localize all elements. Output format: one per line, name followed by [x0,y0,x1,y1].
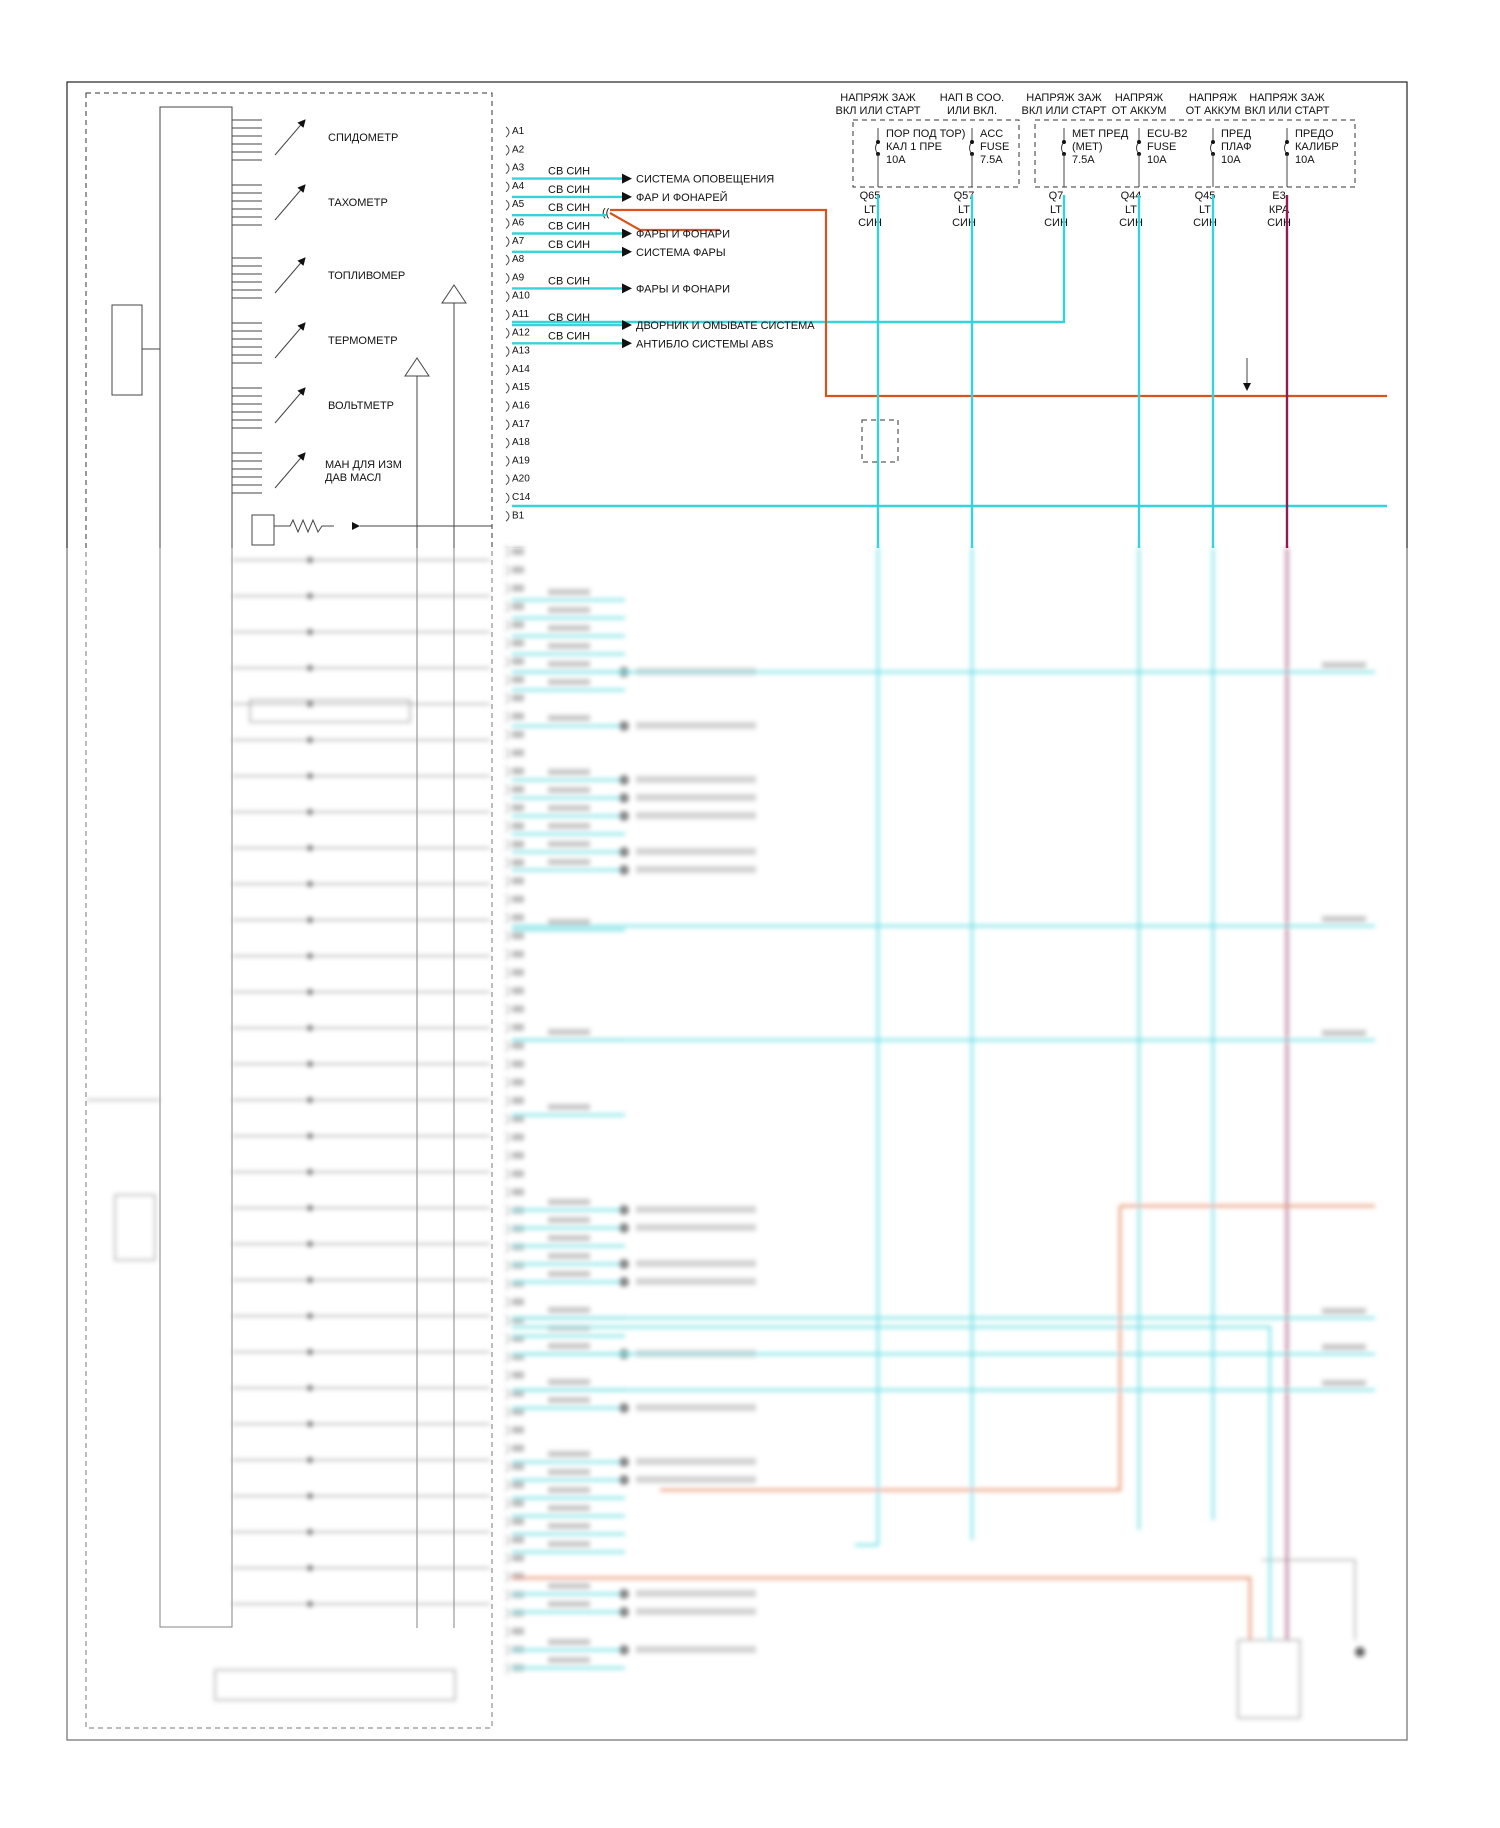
voltmeter-needle-icon [275,388,305,423]
oil-pressure-gauge-label-2: ДАВ МАСЛ [325,472,382,484]
circuit-A7 [512,239,726,259]
circuit-A4-dest: ФАР И ФОНАРЕЙ [636,191,728,204]
circuit-A4-wire: СВ СИН [548,183,591,196]
splice-connector-18 [862,420,898,462]
pin-A2-connector [506,145,509,155]
fuse-Q57-wire-1: LT [957,204,971,216]
circuit-A11-dest: ДВОРНИК И ОМЫВАТЕ СИСТЕМА [636,320,815,332]
pin-B1-connector [506,511,509,521]
circuit-A6-wire: СВ СИН [548,220,591,233]
fuse-Q7-line-1: МЕТ ПРЕД [1072,128,1129,140]
fuel-gauge [232,258,405,298]
fuse-Q45-line-3: 10A [1221,154,1241,166]
fuse-Q57-wire-2: СИН [952,217,976,229]
hi-circuit [252,515,492,545]
pin-A18-connector [506,438,509,448]
pin-A20-label: A20 [512,473,530,485]
speedometer [232,120,398,160]
pin-A17-connector [506,420,509,430]
arrow-icon [622,283,632,293]
fuse-E3-wire-1: КРА [1268,204,1290,216]
pin-A8-connector [506,255,509,265]
fuse-Q65-line-2: КАЛ 1 ПРЕ [886,141,943,153]
fuse-Q45-line-2: ПЛАФ [1221,141,1252,153]
arrow-icon [622,192,632,202]
pin-A6-label: A6 [512,217,525,229]
fuse-Q44-wire-2: СИН [1119,217,1143,229]
fuse-Q44-wire-1: LT [1124,204,1138,216]
instrument-cluster-box [86,93,492,1728]
circuit-A11 [512,312,815,332]
diode-icon [352,522,360,530]
pin-A19-label: A19 [512,455,530,467]
power-header-6-line-1: НАПРЯЖ ЗАЖ [1249,92,1325,104]
oil-pressure-gauge-needle-icon [275,453,305,488]
fuse-Q44-line-2: FUSE [1147,141,1177,153]
pin-A12-connector [506,328,509,338]
fuse-Q7-wire-2: СИН [1044,217,1068,229]
oil-pressure-gauge-label: МАН ДЛЯ ИЗМ [325,459,402,471]
pin-C14-connector [506,493,509,503]
arrow-icon [622,229,632,239]
voltmeter [232,388,394,428]
circuit-A7-wire: СВ СИН [548,238,591,251]
pin-A16-connector [506,402,509,412]
triangle-marker-b [405,358,429,376]
circuits [512,166,815,351]
fuse-Q65-terminal: Q65 [859,190,881,202]
fuse-Q65-wire-1: LT [863,204,877,216]
lower-diagram-blurred [86,547,1375,1718]
fuse-Q45-line-1: ПРЕД [1221,128,1252,140]
fuse-Q65-line-1: ПОР ПОД ТОР) [886,128,966,140]
fuse-Q57-terminal: Q57 [953,190,975,202]
pin-A12-label: A12 [512,327,530,339]
pin-A7-label: A7 [512,235,525,247]
pin-A16-label: A16 [512,400,530,412]
power-header-3-line-1: НАПРЯЖ ЗАЖ [1026,92,1102,104]
pin-A15-label: A15 [512,382,530,394]
circuit-A9-wire: СВ СИН [548,275,591,288]
fuse-E3-terminal: E3 [1272,190,1286,202]
circuit-A12 [512,330,773,350]
tachometer [232,185,388,225]
pin-A10-label: A10 [512,290,530,302]
power-header-4-line-2: ОТ АККУМ [1111,105,1167,117]
pin-A19-connector [506,456,509,466]
pin-A9-connector [506,273,509,283]
triangle-marker-a [442,285,466,303]
fuse-Q57 [952,128,1009,229]
a5-branch [602,207,610,219]
power-header-5-line-1: НАПРЯЖ [1188,92,1238,104]
pin-A1-connector [506,127,509,137]
fuel-gauge-needle-icon [275,258,305,293]
tachometer-label: ТАХОМЕТР [328,197,388,209]
buzzer [112,305,160,395]
pin-A10-connector [506,292,509,302]
pin-A14-connector [506,365,509,375]
power-header-1-line-1: НАПРЯЖ ЗАЖ [840,92,916,104]
power-header-5-line-2: ОТ АККУМ [1185,105,1241,117]
pin-A17-label: A17 [512,418,530,430]
pin-A2-label: A2 [512,144,525,156]
fuse-Q65 [858,128,965,229]
voltmeter-label: ВОЛЬТМЕТР [328,400,395,412]
pin-A5-connector [506,200,509,210]
connector-pins [506,126,531,521]
arrow-icon [622,338,632,348]
fuse-Q7-terminal: Q7 [1048,190,1064,202]
power-header-3-line-2: ВКЛ ИЛИ СТАРТ [1021,105,1107,117]
gauges-group [232,120,405,493]
fuel-gauge-label: ТОПЛИВОМЕР [328,270,406,282]
pin-A4-label: A4 [512,180,525,192]
pin-A11-connector [506,310,509,320]
pin-C14-label: C14 [512,492,531,503]
arrow-icon [622,174,632,184]
pin-A13-connector [506,347,509,357]
fuse-Q7-wire-1: LT [1049,204,1063,216]
fuse-Q7 [1044,128,1129,229]
fuse-Q45-wire-1: LT [1198,204,1212,216]
fuse-E3-wire-2: СИН [1267,217,1291,229]
power-header-2-line-2: ИЛИ ВКЛ. [946,105,998,117]
fuse-columns [858,128,1339,229]
circuit-A4 [512,184,728,204]
circuit-A9-dest: ФАРЫ И ФОНАРИ [636,283,730,296]
fuse-E3-line-3: 10A [1295,154,1315,166]
pin-A3-connector [506,164,509,174]
thermometer [232,323,398,363]
pin-A11-label: A11 [512,309,530,320]
pin-A5-label: A5 [512,199,525,211]
fuse-Q45 [1193,128,1251,229]
fuse-Q44-line-3: 10A [1147,154,1167,166]
power-source-headers [836,92,1330,117]
fuse-Q44-line-1: ECU-B2 [1147,128,1188,140]
fuse-Q57-line-1: ACC [980,128,1004,140]
pin-A6-connector [506,219,509,229]
thermometer-needle-icon [275,323,305,358]
pin-A13-label: A13 [512,345,530,357]
power-header-6-line-2: ВКЛ ИЛИ СТАРТ [1244,105,1330,117]
pin-A3-label: A3 [512,162,525,174]
circuit-A7-dest: СИСТЕМА ФАРЫ [636,246,726,259]
circuit-A11-wire: СВ СИН [548,312,591,324]
fuse-Q7-line-2: (МЕТ) [1072,141,1103,153]
circuit-A3-dest: СИСТЕМА ОПОВЕЩЕНИЯ [636,173,775,186]
pin-A7-connector [506,237,509,247]
pin-A20-connector [506,475,509,485]
a5-connector-mark: (( [602,207,610,219]
pin-A4-connector [506,182,509,192]
fuse-Q65-wire-2: СИН [858,217,882,229]
resistor-symbol [274,520,334,532]
circuit-A12-wire: СВ СИН [548,330,591,343]
circuit-A9 [512,275,730,295]
fuse-Q65-line-3: 10A [886,154,906,166]
circuit-A6 [512,221,730,241]
fuse-Q57-line-3: 7.5A [980,154,1003,166]
pin-A18-label: A18 [512,437,530,449]
fuse-Q7-line-3: 7.5A [1072,154,1095,166]
pin-A9-label: A9 [512,272,525,284]
circuit-A6-dest: ФАРЫ И ФОНАРИ [636,228,730,241]
pin-A1-label: A1 [512,126,525,137]
circuit-A5-wire: СВ СИН [548,202,591,215]
pin-A15-connector [506,383,509,393]
circuit-A3 [512,166,774,186]
speedometer-needle-icon [275,120,305,155]
pin-B1-label: B1 [512,510,525,522]
power-header-4-line-1: НАПРЯЖ [1114,92,1164,104]
power-header-1-line-2: ВКЛ ИЛИ СТАРТ [835,105,921,117]
circuit-A12-dest: АНТИБЛО СИСТЕМЫ ABS [636,338,774,351]
cluster-bus-block [160,107,232,1627]
speedometer-label: СПИДОМЕТР [328,132,399,144]
arrow-icon [622,247,632,257]
fuse-Q45-terminal: Q45 [1194,190,1216,202]
panel-ref-b [405,358,429,1628]
fuse-E3-line-1: ПРЕДО [1295,128,1334,140]
power-header-2-line-1: НАП В СОО. [939,92,1005,104]
tachometer-needle-icon [275,185,305,220]
fuse-Q57-line-2: FUSE [980,141,1010,153]
pin-A8-label: A8 [512,254,525,266]
fuse-Q44-terminal: Q44 [1120,190,1142,202]
pin-A14-label: A14 [512,363,530,375]
circuit-A3-wire: СВ СИН [548,165,591,178]
thermometer-label: ТЕРМОМЕТР [328,335,398,347]
fuse-E3 [1267,128,1339,229]
fuse-Q44 [1119,128,1187,229]
fuse-E3-line-2: КАЛИБР [1295,141,1339,153]
oil-pressure-gauge [232,453,402,493]
fuse-Q45-wire-2: СИН [1193,217,1217,229]
